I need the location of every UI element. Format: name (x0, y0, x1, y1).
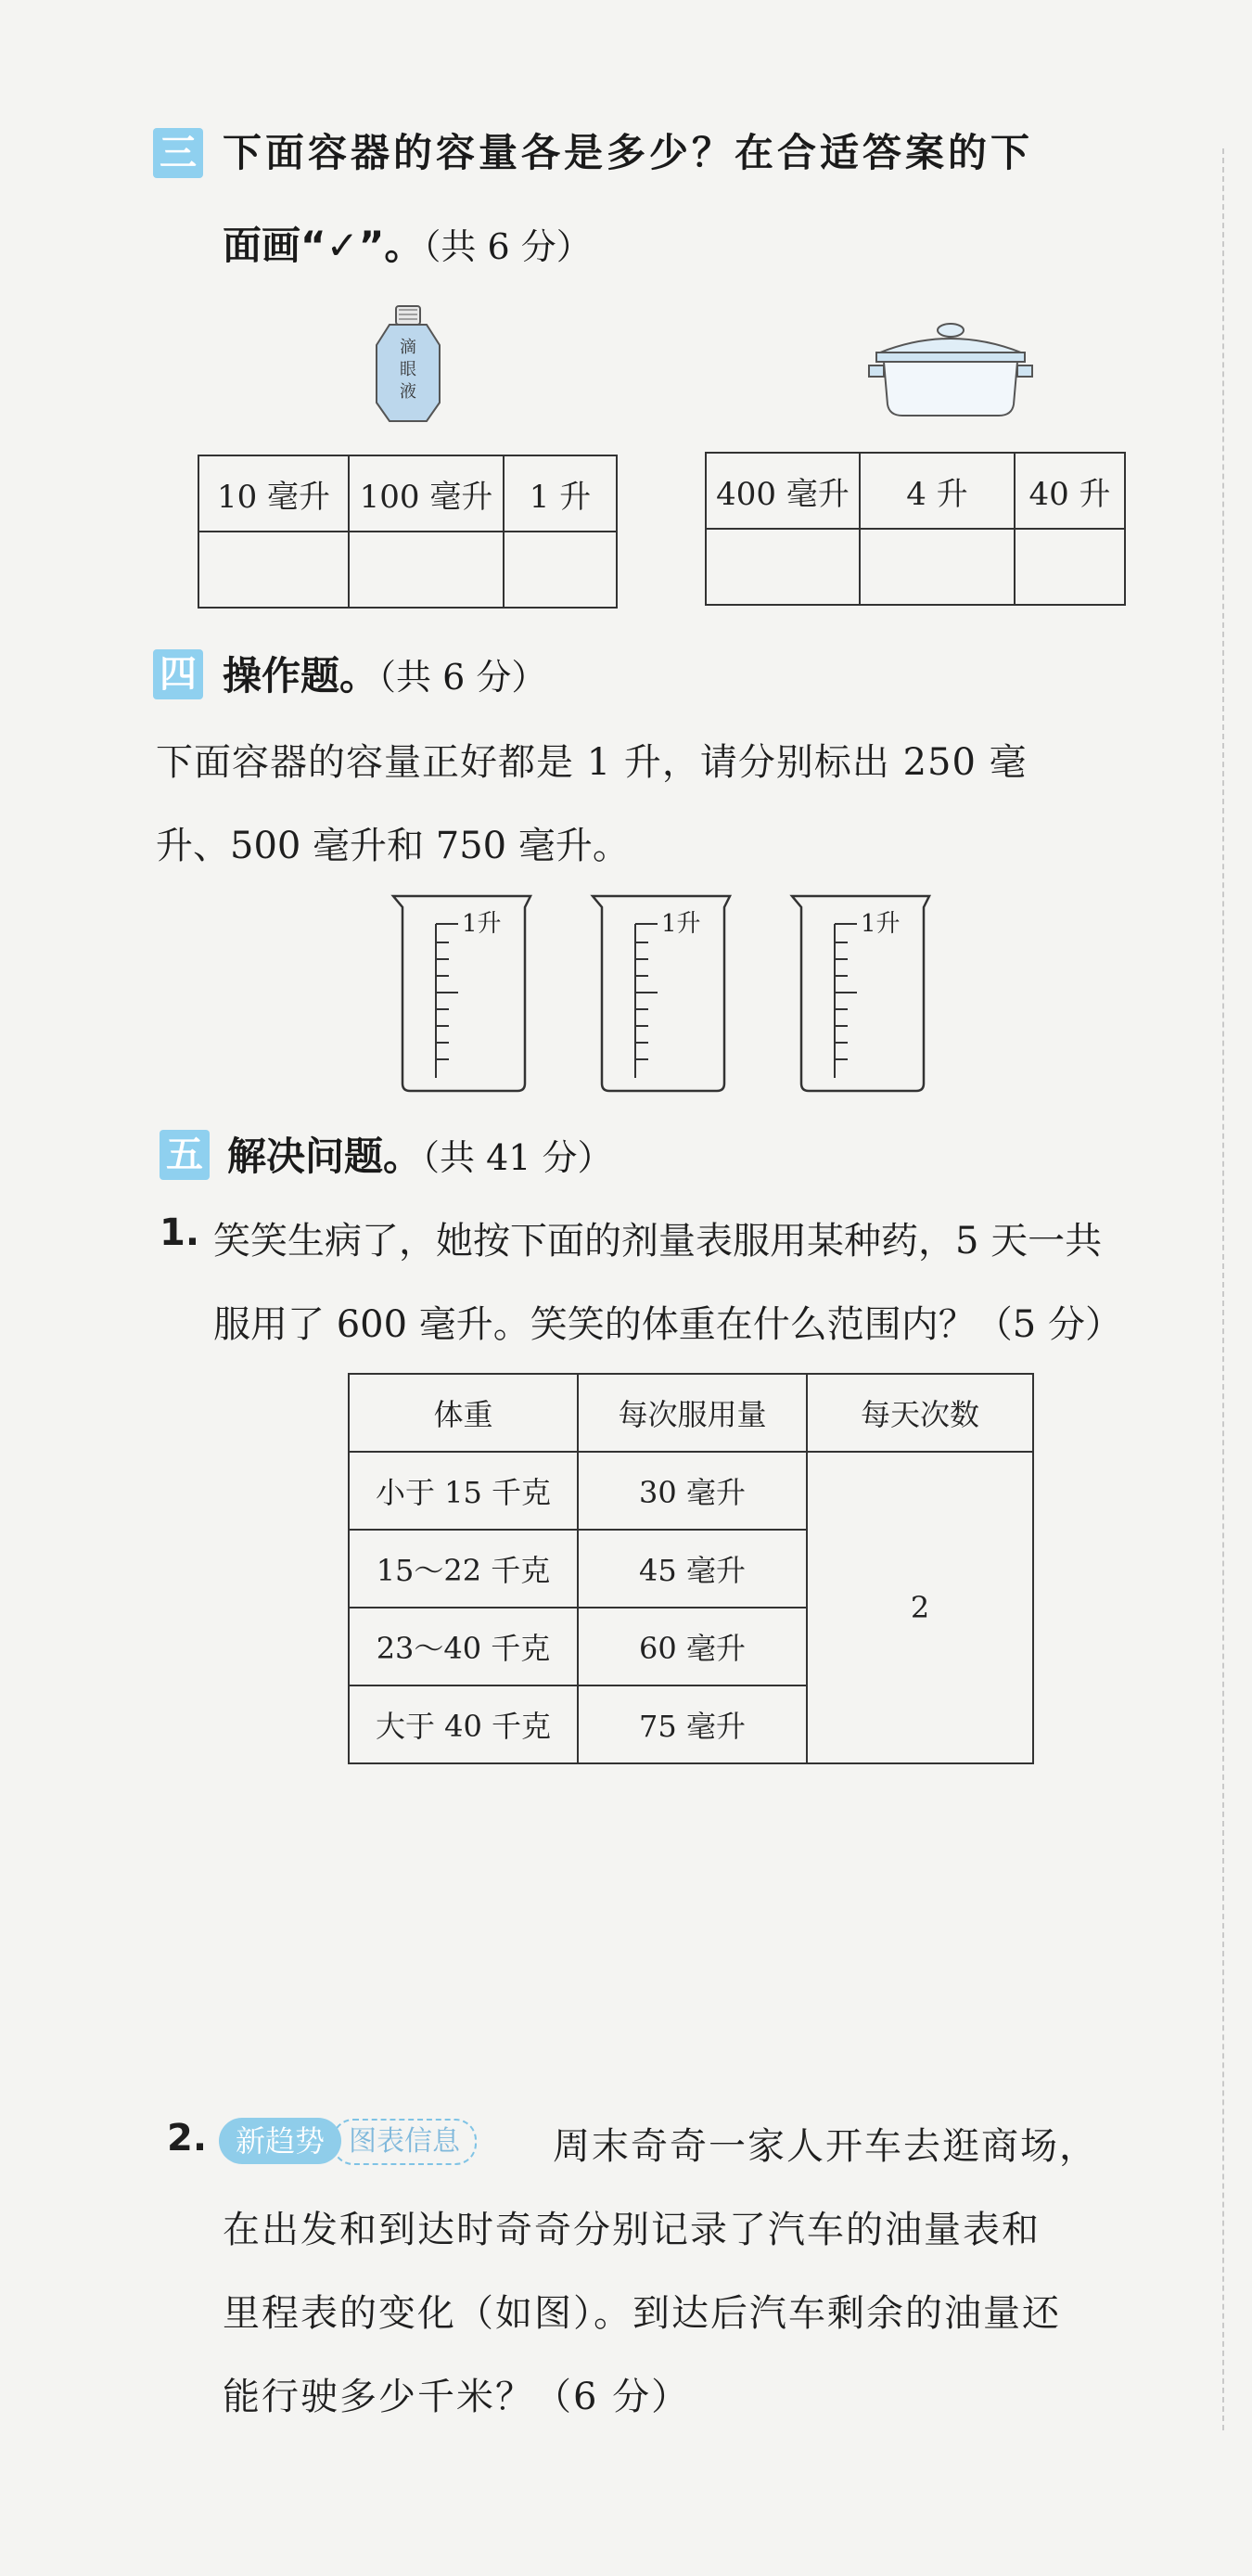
bottle-label-char-3: 液 (400, 382, 416, 402)
new-trend-badge: 新趋势 (219, 2118, 341, 2164)
weight-cell: 小于 15 千克 (349, 1452, 578, 1530)
times-per-day-cell: 2 (807, 1452, 1033, 1763)
option-cell: 10 毫升 (198, 455, 349, 532)
option-cell: 400 毫升 (706, 453, 860, 529)
dosage-table (348, 1373, 1034, 1764)
answer-cell[interactable] (860, 529, 1015, 605)
answer-cell[interactable] (504, 532, 617, 608)
beaker-capacity-label: 1升 (661, 910, 701, 938)
question-1-number: 1. (160, 1211, 200, 1254)
section-3-badge: 三 (153, 128, 203, 178)
options-table-bottle (198, 455, 618, 609)
answer-space-q1[interactable] (213, 1781, 1159, 2096)
answer-cell[interactable] (706, 529, 860, 605)
question-2-line1: 周末奇奇一家人开车去逛商场， (553, 2125, 1098, 2168)
page-margin-line (1222, 148, 1224, 2430)
section-4-text-line1: 下面容器的容量正好都是 1 升，请分别标出 250 毫 (156, 741, 1028, 784)
question-2-line2: 在出发和到达时奇奇分别记录了汽车的油量表和 (223, 2209, 1041, 2251)
table-header-row (349, 1374, 1033, 1452)
dose-cell: 75 毫升 (578, 1685, 807, 1763)
chart-info-badge: 图表信息 (332, 2119, 477, 2165)
section-3-points: （共 6 分） (423, 226, 592, 267)
bottle-label-char-2: 眼 (400, 360, 416, 379)
table-row (349, 1452, 1033, 1530)
dose-cell: 30 毫升 (578, 1452, 807, 1530)
dose-cell: 45 毫升 (578, 1530, 807, 1608)
option-cell: 100 毫升 (349, 455, 504, 532)
question-1-line1: 笑笑生病了，她按下面的剂量表服用某种药，5 天一共 (213, 1220, 1103, 1262)
weight-cell: 15～22 千克 (349, 1530, 578, 1608)
beaker-capacity-label: 1升 (462, 910, 502, 938)
section-5-points: （共 41 分） (422, 1137, 613, 1178)
question-1-line2: 服用了 600 毫升。笑笑的体重在什么范围内？（5 分） (213, 1303, 1122, 1346)
question-2-line3: 里程表的变化（如图）。到达后汽车剩余的油量还 (223, 2292, 1061, 2335)
answer-cell[interactable] (198, 532, 349, 608)
section-3-title-line1: 下面容器的容量各是多少？在合适答案的下 (223, 130, 1034, 175)
option-cell: 1 升 (504, 455, 617, 532)
weight-cell: 大于 40 千克 (349, 1685, 578, 1763)
answer-cell[interactable] (349, 532, 504, 608)
cooking-pot-icon (867, 315, 1034, 422)
section-4-badge: 四 (153, 649, 203, 699)
table-header-times: 每天次数 (807, 1374, 1033, 1452)
table-header-weight: 体重 (349, 1374, 578, 1452)
eye-drops-bottle-icon (371, 304, 445, 425)
option-cell: 4 升 (860, 453, 1015, 529)
section-4-points: （共 6 分） (378, 657, 547, 698)
bottle-label-char-1: 滴 (400, 338, 416, 357)
option-cell: 40 升 (1015, 453, 1125, 529)
answer-cell[interactable] (1015, 529, 1125, 605)
question-2-line4: 能行驶多少千米？（6 分） (223, 2376, 691, 2418)
dose-cell: 60 毫升 (578, 1608, 807, 1685)
section-5-badge: 五 (160, 1130, 210, 1180)
section-5-title: 解决问题。（共 41 分） (227, 1134, 613, 1179)
beaker-icon-3[interactable] (788, 892, 937, 1096)
question-2-number: 2. (167, 2117, 208, 2159)
beaker-capacity-label: 1升 (861, 910, 901, 938)
beaker-icon-1[interactable] (390, 892, 538, 1096)
beaker-icon-2[interactable] (589, 892, 737, 1096)
section-4-title: 操作题。（共 6 分） (223, 653, 547, 698)
table-header-dose: 每次服用量 (578, 1374, 807, 1452)
options-table-pot (705, 452, 1126, 606)
section-4-text-line2: 升、500 毫升和 750 毫升。 (156, 825, 630, 867)
weight-cell: 23～40 千克 (349, 1608, 578, 1685)
section-3-title-line2: 面画“✓”。（共 6 分） (223, 223, 592, 268)
